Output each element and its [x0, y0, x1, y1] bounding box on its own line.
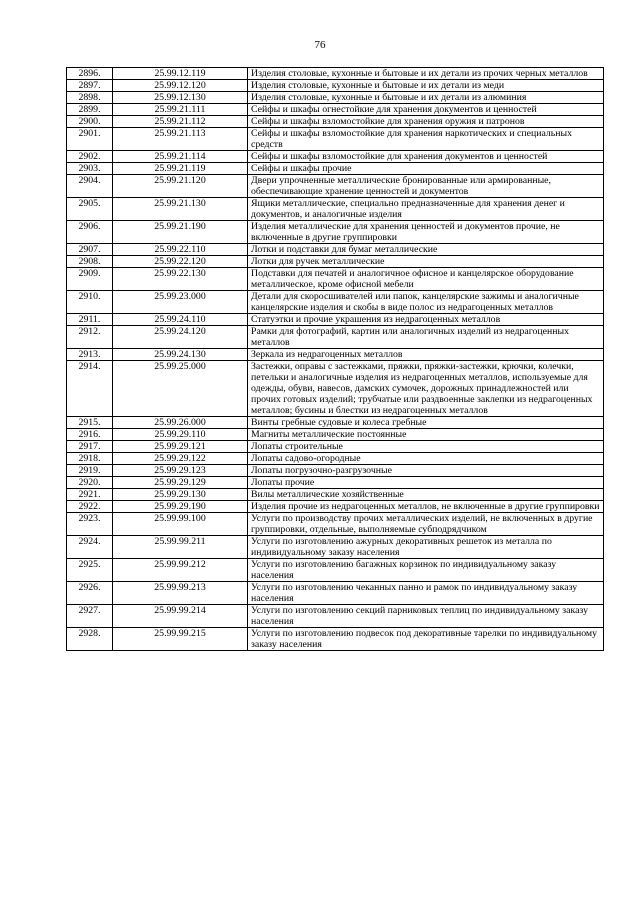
classifier-table-body [67, 68, 604, 651]
row-number-cell: 2916. [67, 429, 113, 441]
row-code-cell: 25.99.22.130 [113, 268, 248, 291]
row-code-cell: 25.99.21.130 [113, 198, 248, 221]
row-name-cell: Сейфы и шкафы взломостойкие для хранения оружия и патронов [248, 116, 604, 128]
table-row [67, 163, 604, 175]
row-number-cell: 2896. [67, 68, 113, 80]
row-code-cell: 25.99.99.215 [113, 628, 248, 651]
row-code-cell: 25.99.99.100 [113, 513, 248, 536]
table-row [67, 628, 604, 651]
table-row [67, 175, 604, 198]
table-row [67, 268, 604, 291]
table-row [67, 559, 604, 582]
table-row [67, 453, 604, 465]
table-row [67, 314, 604, 326]
row-name-cell: Подставки для печатей и аналогичное офисное и канцелярское оборудование металлическое, кроме офисной мебели [248, 268, 604, 291]
row-code-cell: 25.99.21.190 [113, 221, 248, 244]
table-row [67, 582, 604, 605]
row-name-cell: Лотки и подставки для бумаг металлические [248, 244, 604, 256]
row-number-cell: 2926. [67, 582, 113, 605]
row-code-cell: 25.99.29.190 [113, 501, 248, 513]
row-number-cell: 2897. [67, 80, 113, 92]
table-row [67, 151, 604, 163]
row-number-cell: 2901. [67, 128, 113, 151]
row-code-cell: 25.99.21.114 [113, 151, 248, 163]
table-row [67, 465, 604, 477]
table-row [67, 256, 604, 268]
row-name-cell: Лопаты садово-огородные [248, 453, 604, 465]
table-row [67, 116, 604, 128]
table-row [67, 429, 604, 441]
row-code-cell: 25.99.29.130 [113, 489, 248, 501]
row-name-cell: Ящики металлические, специально предназначенные для хранения денег и документов, и аналогичные изделия [248, 198, 604, 221]
table-row [67, 104, 604, 116]
row-code-cell: 25.99.21.112 [113, 116, 248, 128]
table-row [67, 198, 604, 221]
table-row [67, 605, 604, 628]
row-number-cell: 2908. [67, 256, 113, 268]
row-code-cell: 25.99.99.211 [113, 536, 248, 559]
row-code-cell: 25.99.29.129 [113, 477, 248, 489]
row-name-cell: Статуэтки и прочие украшения из недрагоценных металлов [248, 314, 604, 326]
row-code-cell: 25.99.21.111 [113, 104, 248, 116]
row-number-cell: 2898. [67, 92, 113, 104]
row-number-cell: 2909. [67, 268, 113, 291]
row-number-cell: 2899. [67, 104, 113, 116]
row-code-cell: 25.99.99.213 [113, 582, 248, 605]
row-code-cell: 25.99.29.122 [113, 453, 248, 465]
row-number-cell: 2917. [67, 441, 113, 453]
row-name-cell: Изделия прочие из недрагоценных металлов, не включенные в другие группировки [248, 501, 604, 513]
row-name-cell: Услуги по изготовлению багажных корзинок по индивидуальному заказу населения [248, 559, 604, 582]
row-number-cell: 2903. [67, 163, 113, 175]
row-name-cell: Услуги по изготовлению секций парниковых теплиц по индивидуальному заказу населения [248, 605, 604, 628]
row-name-cell: Услуги по изготовлению чеканных панно и рамок по индивидуальному заказу населения [248, 582, 604, 605]
row-code-cell: 25.99.12.130 [113, 92, 248, 104]
table-row [67, 536, 604, 559]
table-row [67, 361, 604, 417]
row-code-cell: 25.99.21.120 [113, 175, 248, 198]
row-code-cell: 25.99.24.110 [113, 314, 248, 326]
row-number-cell: 2906. [67, 221, 113, 244]
row-code-cell: 25.99.24.130 [113, 349, 248, 361]
row-name-cell: Сейфы и шкафы прочие [248, 163, 604, 175]
table-row [67, 291, 604, 314]
table-row [67, 221, 604, 244]
row-number-cell: 2907. [67, 244, 113, 256]
row-code-cell: 25.99.22.120 [113, 256, 248, 268]
row-name-cell: Рамки для фотографий, картин или аналогичных изделий из недрагоценных металлов [248, 326, 604, 349]
table-row [67, 477, 604, 489]
row-number-cell: 2919. [67, 465, 113, 477]
table-row [67, 326, 604, 349]
row-number-cell: 2918. [67, 453, 113, 465]
row-code-cell: 25.99.22.110 [113, 244, 248, 256]
row-name-cell: Лопаты погрузочно-разгрузочные [248, 465, 604, 477]
row-name-cell: Изделия столовые, кухонные и бытовые и их детали из прочих черных металлов [248, 68, 604, 80]
row-code-cell: 25.99.12.119 [113, 68, 248, 80]
row-name-cell: Двери упрочненные металлические бронированные или армированные, обеспечивающие хранение ценностей и документов [248, 175, 604, 198]
row-number-cell: 2923. [67, 513, 113, 536]
row-name-cell: Сейфы и шкафы взломостойкие для хранения документов и ценностей [248, 151, 604, 163]
row-code-cell: 25.99.29.121 [113, 441, 248, 453]
page-number: 76 [314, 39, 326, 51]
row-name-cell: Услуги по изготовлению подвесок под декоративные тарелки по индивидуальному заказу населения [248, 628, 604, 651]
row-name-cell: Лотки для ручек металлические [248, 256, 604, 268]
row-code-cell: 25.99.23.000 [113, 291, 248, 314]
row-number-cell: 2915. [67, 417, 113, 429]
row-number-cell: 2900. [67, 116, 113, 128]
table-row [67, 80, 604, 92]
row-number-cell: 2913. [67, 349, 113, 361]
row-number-cell: 2920. [67, 477, 113, 489]
row-number-cell: 2905. [67, 198, 113, 221]
table-row [67, 501, 604, 513]
row-code-cell: 25.99.25.000 [113, 361, 248, 417]
row-code-cell: 25.99.21.119 [113, 163, 248, 175]
row-code-cell: 25.99.29.123 [113, 465, 248, 477]
row-name-cell: Услуги по производству прочих металлических изделий, не включенных в другие группировки, отдельные, выполняемые субподрядчиком [248, 513, 604, 536]
row-name-cell: Зеркала из недрагоценных металлов [248, 349, 604, 361]
row-number-cell: 2925. [67, 559, 113, 582]
row-name-cell: Магниты металлические постоянные [248, 429, 604, 441]
row-number-cell: 2924. [67, 536, 113, 559]
row-number-cell: 2910. [67, 291, 113, 314]
row-name-cell: Винты гребные судовые и колеса гребные [248, 417, 604, 429]
row-code-cell: 25.99.29.110 [113, 429, 248, 441]
row-name-cell: Лопаты строительные [248, 441, 604, 453]
row-number-cell: 2928. [67, 628, 113, 651]
row-number-cell: 2904. [67, 175, 113, 198]
row-name-cell: Сейфы и шкафы взломостойкие для хранения наркотических и специальных средств [248, 128, 604, 151]
table-row [67, 513, 604, 536]
table-row [67, 244, 604, 256]
row-code-cell: 25.99.99.214 [113, 605, 248, 628]
table-row [67, 128, 604, 151]
row-name-cell: Изделия столовые, кухонные и бытовые и их детали из меди [248, 80, 604, 92]
row-code-cell: 25.99.24.120 [113, 326, 248, 349]
row-code-cell: 25.99.12.120 [113, 80, 248, 92]
row-name-cell: Изделия металлические для хранения ценностей и документов прочие, не включенные в другие группировки [248, 221, 604, 244]
row-code-cell: 25.99.26.000 [113, 417, 248, 429]
table-row [67, 68, 604, 80]
row-code-cell: 25.99.21.113 [113, 128, 248, 151]
row-number-cell: 2912. [67, 326, 113, 349]
table-row [67, 417, 604, 429]
row-name-cell: Услуги по изготовлению ажурных декоративных решеток из металла по индивидуальному заказу населения [248, 536, 604, 559]
table-row [67, 441, 604, 453]
row-number-cell: 2902. [67, 151, 113, 163]
row-name-cell: Вилы металлические хозяйственные [248, 489, 604, 501]
table-row [67, 349, 604, 361]
row-code-cell: 25.99.99.212 [113, 559, 248, 582]
row-name-cell: Сейфы и шкафы огнестойкие для хранения документов и ценностей [248, 104, 604, 116]
row-name-cell: Лопаты прочие [248, 477, 604, 489]
row-number-cell: 2922. [67, 501, 113, 513]
row-number-cell: 2921. [67, 489, 113, 501]
row-number-cell: 2911. [67, 314, 113, 326]
table-row [67, 92, 604, 104]
row-number-cell: 2927. [67, 605, 113, 628]
classifier-table [66, 67, 604, 651]
row-number-cell: 2914. [67, 361, 113, 417]
row-name-cell: Изделия столовые, кухонные и бытовые и их детали из алюминия [248, 92, 604, 104]
row-name-cell: Детали для скоросшивателей или папок, канцелярские зажимы и аналогичные канцелярские изделия и скобы в виде полос из недрагоценных металлов [248, 291, 604, 314]
table-row [67, 489, 604, 501]
row-name-cell: Застежки, оправы с застежками, пряжки, пряжки-застежки, крючки, колечки, петельки и аналогичные изделия из недрагоценных металлов, используемые для одежды, обуви, навесов, дамских сумочек, дорожных принадлежностей или прочих готовых изделий; трубчатые или раздвоенные заклепки из недрагоценных металлов; бусины и блестки из недрагоценных металлов [248, 361, 604, 417]
